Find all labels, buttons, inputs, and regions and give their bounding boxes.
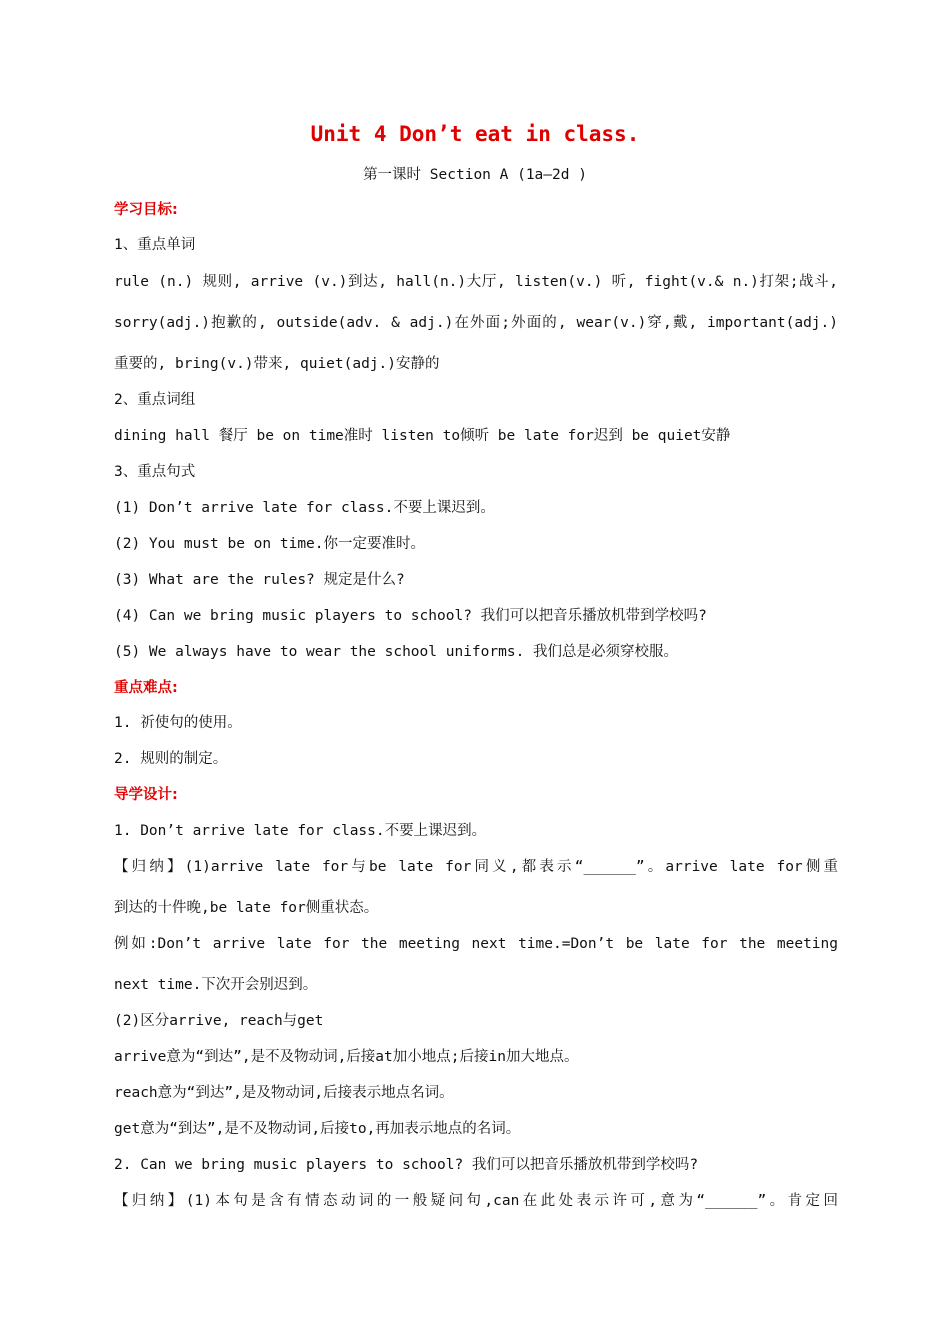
text-line: 1、重点单词 [114, 237, 196, 253]
text-line: 3、重点句式 [114, 464, 196, 480]
heading-goals: 学习目标: [114, 202, 178, 218]
text-line: (3) What are the rules? 规定是什么? [114, 572, 405, 588]
heading-design: 导学设计: [114, 787, 178, 803]
text-line: 重要的, bring(v.)带来, quiet(adj.)安静的 [114, 356, 440, 372]
text-line: (5) We always have to wear the school uniforms. 我们总是必须穿校服。 [114, 644, 679, 660]
text-line: 2、重点词组 [114, 392, 196, 408]
heading-difficulties: 重点难点: [114, 680, 178, 696]
text-line: 例如:Don’t arrive late for the meeting next time.=Don’t be late for the meeting [114, 936, 838, 952]
text-line: 2. 规则的制定。 [114, 751, 228, 767]
text-line: get意为“到达”,是不及物动词,后接to,再加表示地点的名词。 [114, 1121, 521, 1137]
text-line: 【归纳】(1)本句是含有情态动词的一般疑问句,can在此处表示许可,意为“______”。肯定回 [114, 1193, 838, 1209]
text-line: rule (n.) 规则, arrive (v.)到达, hall(n.)大厅, listen(v.) 听, fight(v.& n.)打架;战斗, [114, 274, 838, 290]
text-line: 1. 祈使句的使用。 [114, 715, 242, 731]
text-line: (2) You must be on time.你一定要准时。 [114, 536, 426, 552]
text-line: 【归纳】(1)arrive late for与be late for同义,都表示“______”。arrive late for侧重 [114, 859, 838, 875]
text-line: sorry(adj.)抱歉的, outside(adv. & adj.)在外面;外面的, wear(v.)穿,戴, important(adj.) [114, 315, 838, 331]
text-line: (4) Can we bring music players to school? 我们可以把音乐播放机带到学校吗? [114, 608, 707, 624]
text-line: next time.下次开会别迟到。 [114, 977, 318, 993]
text-line: arrive意为“到达”,是不及物动词,后接at加小地点;后接in加大地点。 [114, 1049, 579, 1065]
text-line: (2)区分arrive, reach与get [114, 1013, 324, 1029]
text-line: reach意为“到达”,是及物动词,后接表示地点名词。 [114, 1085, 454, 1101]
text-line: 1. Don’t arrive late for class.不要上课迟到。 [114, 823, 487, 839]
text-line: 到达的十件晚,be late for侧重状态。 [114, 900, 379, 916]
page-title: Unit 4 Don’t eat in class. [310, 122, 640, 146]
text-line: 2. Can we bring music players to school? 我们可以把音乐播放机带到学校吗? [114, 1157, 699, 1173]
text-line: dining hall 餐厅 be on time准时 listen to倾听 be late for迟到 be quiet安静 [114, 428, 731, 444]
page-subtitle: 第一课时 Section A (1a—2d ) [363, 167, 587, 183]
text-line: (1) Don’t arrive late for class.不要上课迟到。 [114, 500, 495, 516]
